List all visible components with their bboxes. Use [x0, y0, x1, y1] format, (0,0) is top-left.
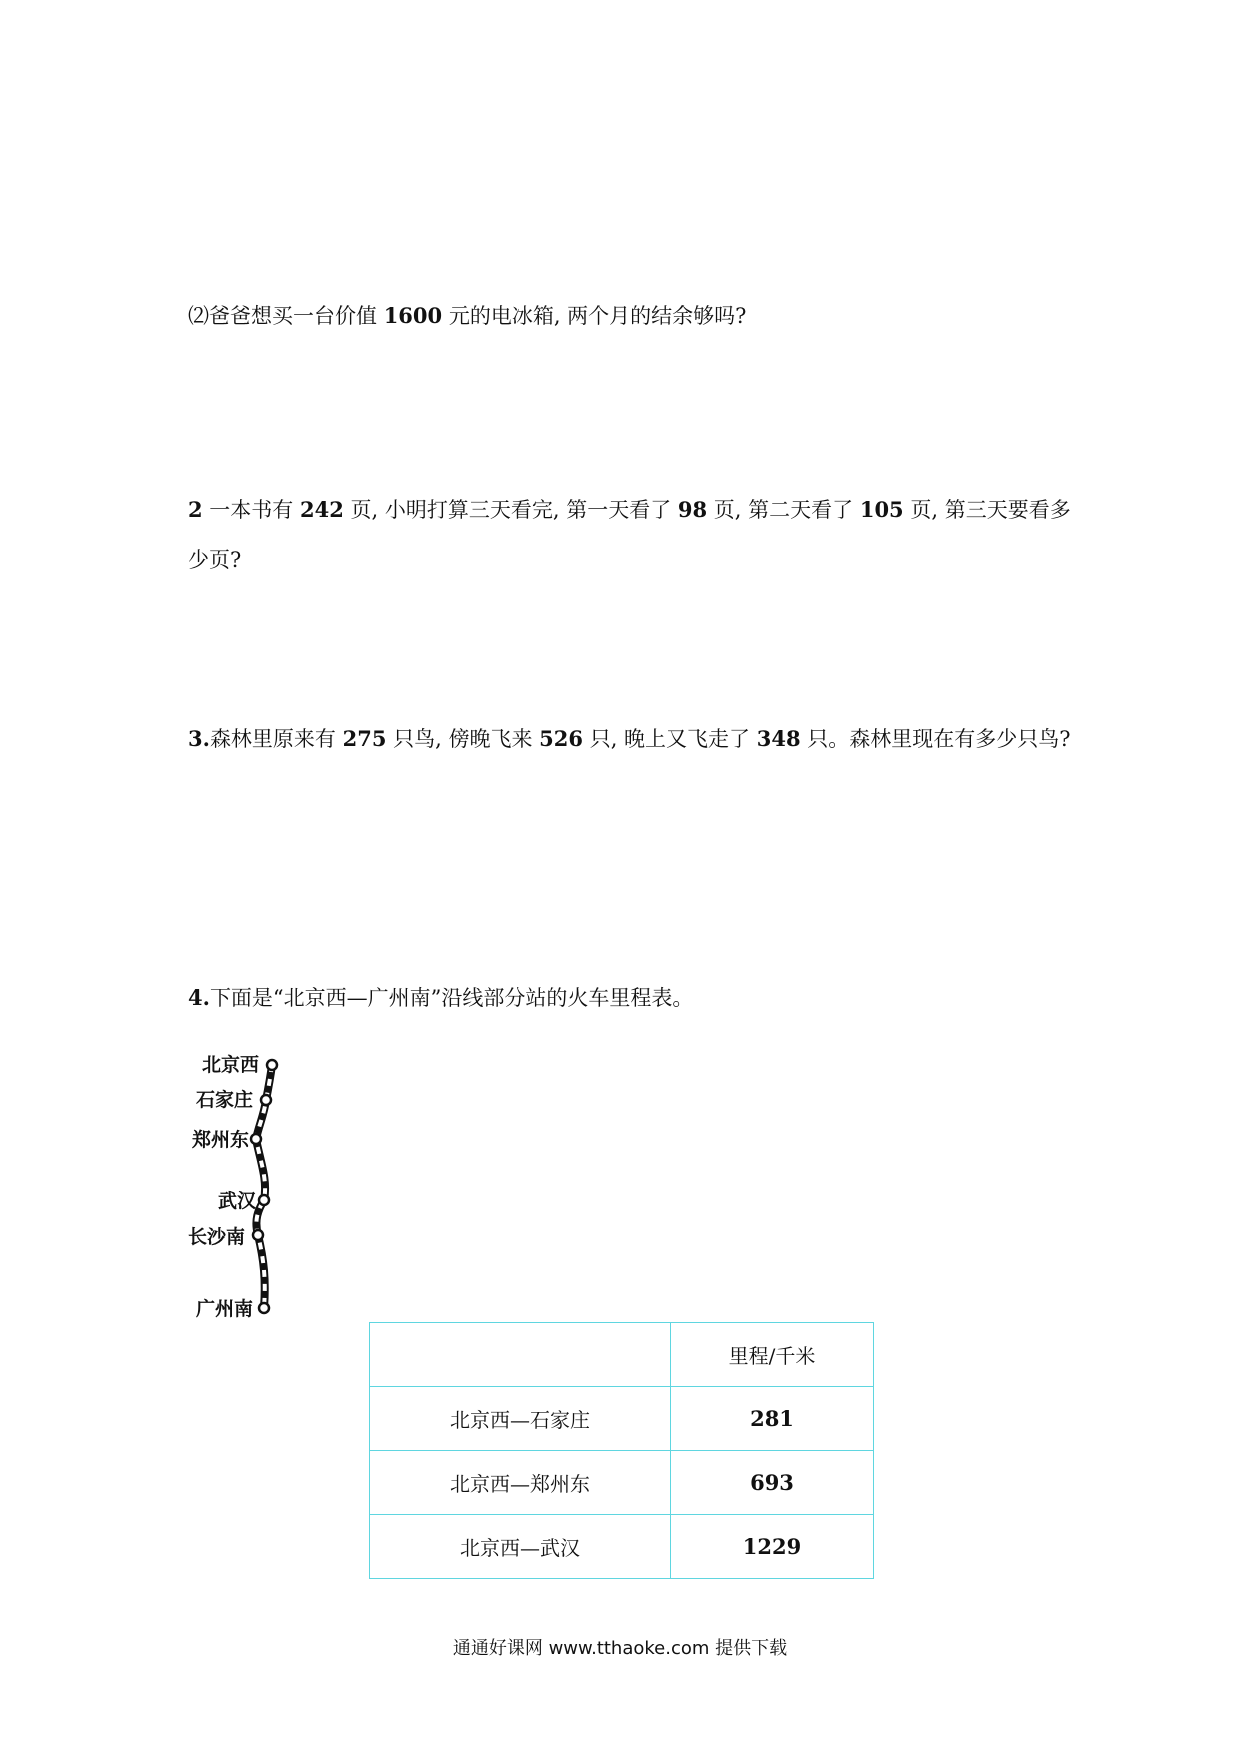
station-marker [259, 1303, 269, 1313]
question-text: 下面是“北京西—广州南”沿线部分站的火车里程表。 [209, 986, 694, 1010]
birds-left-value: 348 [756, 726, 801, 751]
question-number: 3. [188, 726, 210, 751]
route-cell: 北京西—武汉 [370, 1515, 671, 1579]
question-text: 森林里原来有 [209, 727, 343, 751]
question-text: 页, 第二天看了 [707, 498, 860, 522]
table-row [370, 1515, 874, 1579]
table-header-cell [370, 1323, 671, 1387]
station-label: 郑州东 [192, 1129, 250, 1151]
question-text: 只, 晚上又飞走了 [583, 727, 757, 751]
table-header-cell: 里程/千米 [671, 1323, 874, 1387]
station-label: 长沙南 [188, 1226, 246, 1248]
birds-arrived-value: 526 [539, 726, 584, 751]
question-number: 2 [188, 497, 203, 522]
station-marker [267, 1060, 277, 1070]
question-text: 只。森林里现在有多少只鸟? [800, 727, 1071, 751]
sub-question-label: ⑵ [188, 304, 209, 328]
question-text: 页, 第三天要看多 [903, 498, 1071, 522]
station-label: 广州南 [196, 1298, 254, 1320]
question-text: 只鸟, 傍晚飞来 [386, 727, 540, 751]
route-cell: 北京西—石家庄 [370, 1387, 671, 1451]
railway-route-map [180, 1050, 300, 1320]
day2-pages-value: 105 [859, 497, 904, 522]
table-row [370, 1387, 874, 1451]
birds-initial-value: 275 [342, 726, 387, 751]
question-4 [188, 972, 693, 1024]
distance-cell: 281 [671, 1387, 874, 1451]
page-footer: 通通好课网 www.tthaoke.com 提供下载 [452, 1638, 788, 1659]
station-label: 北京西 [202, 1054, 260, 1076]
day1-pages-value: 98 [677, 497, 708, 522]
station-label: 石家庄 [196, 1089, 254, 1111]
station-label: 武汉 [218, 1190, 257, 1212]
station-marker [251, 1134, 261, 1144]
station-marker [261, 1095, 271, 1105]
question-1-part-2 [188, 290, 746, 342]
total-pages-value: 242 [299, 497, 344, 522]
distance-cell: 693 [671, 1451, 874, 1515]
question-2 [188, 484, 1071, 536]
question-text: 一本书有 [202, 498, 300, 522]
price-value: 1600 [383, 303, 443, 328]
table-row [370, 1451, 874, 1515]
distance-cell: 1229 [671, 1515, 874, 1579]
question-3 [188, 713, 1071, 765]
question-text: 页, 小明打算三天看完, 第一天看了 [343, 498, 678, 522]
question-text: 爸爸想买一台价值 [209, 304, 384, 328]
station-marker [253, 1230, 263, 1240]
route-cell: 北京西—郑州东 [370, 1451, 671, 1515]
question-2-continued: 少页? [188, 548, 242, 572]
question-number: 4. [188, 985, 210, 1010]
distance-table [369, 1322, 874, 1579]
table-header-row [370, 1323, 874, 1387]
station-marker [259, 1195, 269, 1205]
question-text: 元的电冰箱, 两个月的结余够吗? [442, 304, 747, 328]
